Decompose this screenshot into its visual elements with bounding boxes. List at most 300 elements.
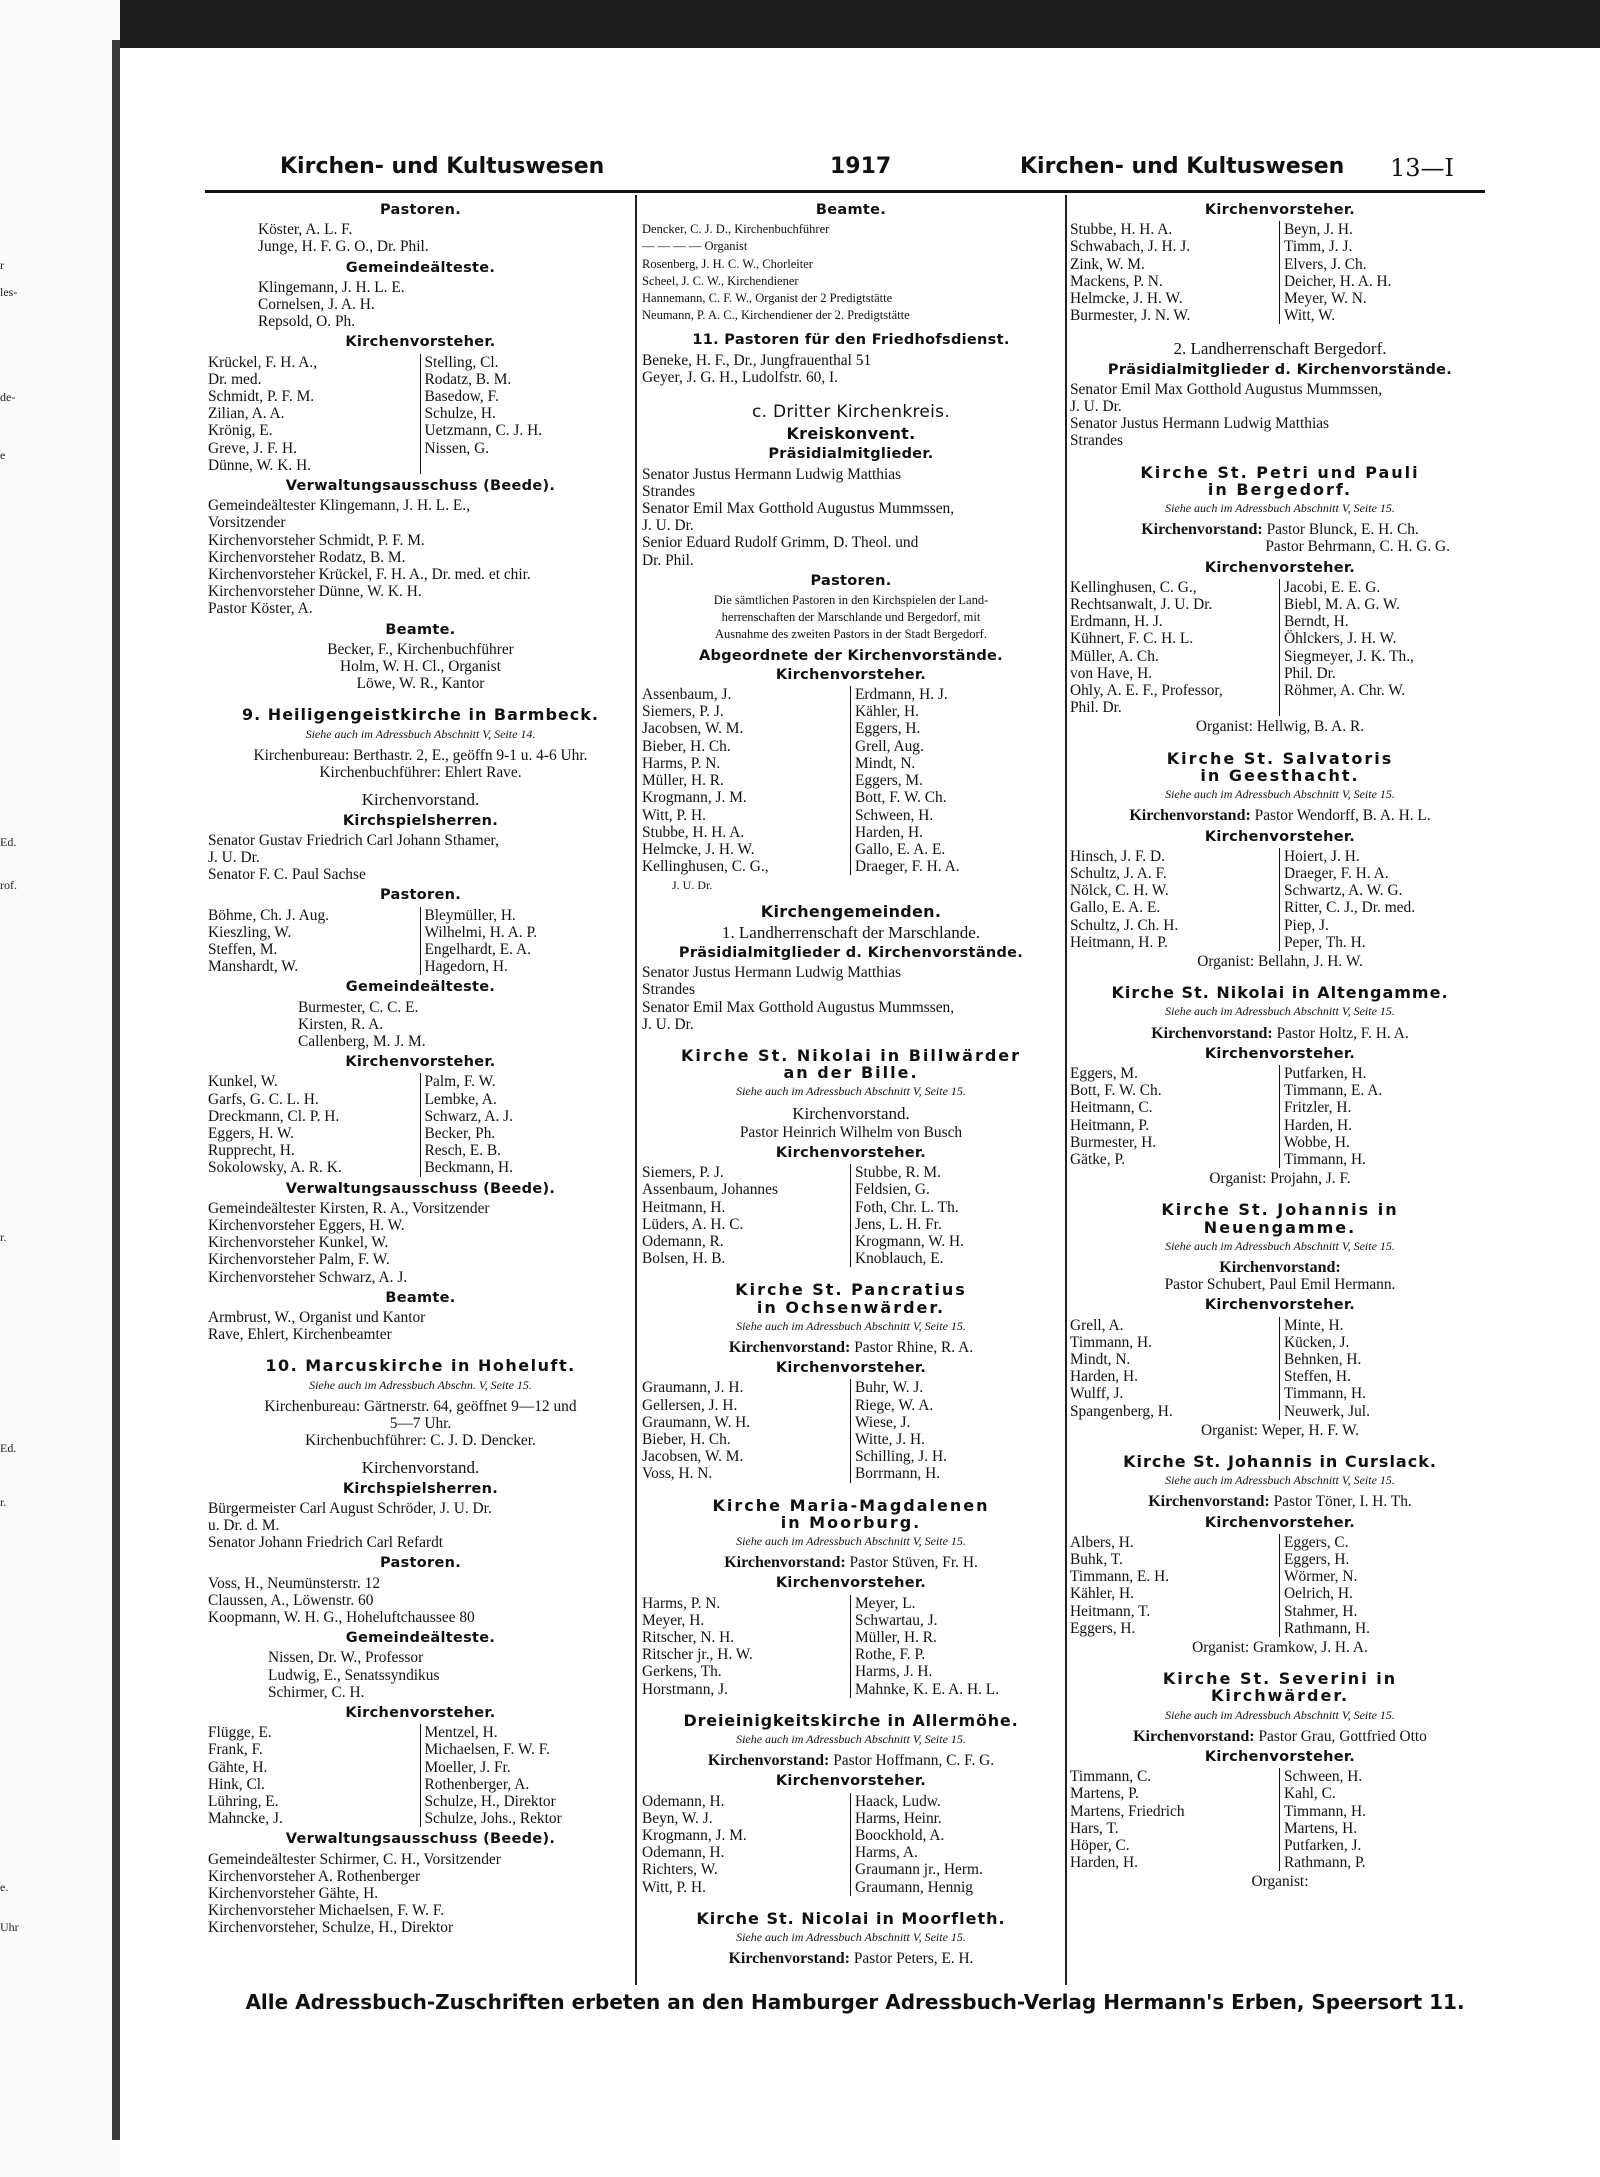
list-item: Hoiert, J. H. bbox=[1284, 847, 1360, 865]
list-item: Siemers, P. J. bbox=[642, 1164, 851, 1181]
board-label: Kirchenvorstand: bbox=[1133, 1727, 1255, 1745]
list-item: Kunkel, W. bbox=[208, 1073, 421, 1090]
list-item: Deicher, H. A. H. bbox=[1284, 272, 1392, 290]
list-item: Strandes bbox=[1070, 432, 1124, 450]
list-item: herrenschaften der Marschlande und Bergedorf, mit bbox=[721, 610, 981, 625]
list-item: Dr. med. bbox=[208, 371, 421, 388]
list-item: Bott, F. W. Ch. bbox=[855, 789, 947, 807]
list-item: Voss, H. N. bbox=[642, 1465, 851, 1482]
list-item: Hinsch, J. F. D. bbox=[1070, 848, 1280, 865]
list-item: Engelhardt, E. A. bbox=[424, 940, 531, 958]
list-item: Witt, P. H. bbox=[642, 807, 851, 824]
list-item: Dencker, C. J. D., Kirchenbuchführer bbox=[642, 222, 830, 237]
list-item: Stahmer, H. bbox=[1284, 1602, 1358, 1620]
list-item: Peper, Th. H. bbox=[1284, 933, 1366, 951]
list-item: Biebl, M. A. G. W. bbox=[1284, 596, 1400, 614]
list-item: Gallo, E. A. E. bbox=[855, 840, 946, 858]
list-item: Kirchenvorsteher Schwarz, A. J. bbox=[208, 1268, 408, 1286]
column-1 bbox=[208, 198, 633, 1937]
list-item: Witte, J. H. bbox=[855, 1431, 925, 1448]
list-item: Putfarken, J. bbox=[1284, 1837, 1362, 1855]
section-heading: Kreiskonvent. bbox=[786, 424, 916, 444]
cross-reference-note: Siehe auch im Adressbuch Abschnitt V, Seite 15. bbox=[736, 1318, 966, 1333]
section-heading: Kirchenvorsteher. bbox=[1204, 1297, 1356, 1314]
church-heading: 9. Heiligengeistkirche in Barmbeck. bbox=[242, 705, 599, 725]
list-item: Horstmann, J. bbox=[642, 1681, 851, 1698]
list-item: Hink, Cl. bbox=[208, 1776, 421, 1793]
section-heading: Gemeindeälteste. bbox=[345, 979, 496, 996]
list-item: Erdmann, H. J. bbox=[855, 686, 948, 704]
cross-reference-note: Siehe auch im Adressbuch Abschnitt V, Seite 14. bbox=[305, 726, 536, 741]
section-heading: 11. Pastoren für den Friedhofsdienst. bbox=[692, 332, 1010, 349]
list-item: Boockhold, A. bbox=[855, 1827, 945, 1845]
cross-reference-note: Siehe auch im Adressbuch Abschnitt V, Seite 15. bbox=[1165, 1707, 1395, 1722]
board-label: Kirchenvorstand: bbox=[728, 1338, 851, 1356]
pastor-line: Pastor Hoffmann, C. F. G. bbox=[833, 1752, 995, 1770]
list-item: Harms, A. bbox=[855, 1844, 918, 1862]
list-item: Timmann, C. bbox=[1070, 1768, 1280, 1785]
list-item: Timmann, E. H. bbox=[1070, 1568, 1280, 1585]
running-header bbox=[200, 148, 1490, 188]
list-item: Schirmer, C. H. bbox=[268, 1683, 365, 1701]
pastor-line: Pastor Holtz, F. H. A. bbox=[1276, 1024, 1409, 1042]
list-item: Krogmann, W. H. bbox=[855, 1232, 965, 1250]
list-item: Kähler, H. bbox=[855, 703, 919, 721]
list-item: Haack, Ludw. bbox=[855, 1792, 941, 1810]
header-rule bbox=[205, 190, 1485, 193]
list-item: Senator Justus Hermann Ludwig Matthias bbox=[1070, 415, 1330, 433]
scan-top-border bbox=[0, 0, 1600, 48]
list-item: Ludwig, E., Senatssyndikus bbox=[268, 1666, 440, 1684]
list-item: Becker, F., Kirchenbuchführer bbox=[327, 640, 514, 658]
section-heading: Kirchenvorsteher. bbox=[775, 1773, 927, 1790]
list-item: Draeger, F. H. A. bbox=[1284, 864, 1389, 882]
list-item: Erdmann, H. J. bbox=[1070, 613, 1280, 630]
list-item: Meyer, L. bbox=[855, 1594, 916, 1612]
list bbox=[642, 964, 1060, 1033]
margin-fragment: les- bbox=[0, 285, 18, 299]
list-item: Eggers, C. bbox=[1284, 1533, 1349, 1551]
list-item: Phil. Dr. bbox=[1284, 664, 1336, 682]
list-item: Bürgermeister Carl August Schröder, J. U. Dr. bbox=[208, 1499, 492, 1517]
list-item: Siemers, P. J. bbox=[642, 703, 851, 720]
section-heading: Pastoren. bbox=[379, 1555, 462, 1572]
list-item: Hannemann, C. F. W., Organist der 2 Predigtstätte bbox=[642, 291, 893, 306]
margin-fragment: rof. bbox=[0, 878, 17, 892]
list-item: Schultz, J. A. F. bbox=[1070, 865, 1280, 882]
list bbox=[208, 1200, 633, 1286]
list-item: Kirchenvorsteher Krückel, F. H. A., Dr. med. et chir. bbox=[208, 566, 531, 584]
column-divider bbox=[1065, 195, 1067, 1985]
list-item: Kirchenvorsteher Kunkel, W. bbox=[208, 1234, 389, 1252]
two-column-list bbox=[208, 354, 633, 474]
list-item: Timmann, H. bbox=[1284, 1150, 1366, 1168]
list-item: Dr. Phil. bbox=[642, 551, 694, 569]
list-item: Dünne, W. K. H. bbox=[208, 457, 421, 474]
list-item: Ritscher jr., H. W. bbox=[642, 1646, 851, 1663]
pastor-line: Pastor Heinrich Wilhelm von Busch bbox=[739, 1123, 963, 1141]
list-item: Elvers, J. Ch. bbox=[1284, 255, 1367, 273]
left-page-fragment bbox=[0, 0, 120, 2177]
list-item: Scheel, J. C. W., Kirchendiener bbox=[642, 273, 799, 288]
list-item: Bieber, H. Ch. bbox=[642, 738, 851, 755]
cross-reference-note: Siehe auch im Adressbuch Abschnitt V, Seite 15. bbox=[736, 1732, 966, 1747]
list bbox=[208, 1398, 633, 1450]
pastor-line: Pastor Behrmann, C. H. G. G. bbox=[1265, 538, 1450, 556]
list-item: Böhme, Ch. J. Aug. bbox=[208, 907, 421, 924]
organist-line: Organist: Gramkow, J. H. A. bbox=[1192, 1639, 1368, 1657]
church-heading: 10. Marcuskirche in Hoheluft. bbox=[265, 1356, 576, 1376]
section-heading: Präsidialmitglieder d. Kirchenvorstände. bbox=[1107, 361, 1453, 378]
list-item: Frank, F. bbox=[208, 1741, 421, 1758]
section-heading: Kirchenvorsteher. bbox=[1204, 828, 1356, 845]
list-item: Gätke, P. bbox=[1070, 1151, 1280, 1168]
list-item: Rodatz, B. M. bbox=[424, 370, 512, 388]
margin-fragment: r bbox=[0, 258, 4, 272]
list-item: Eggers, H. bbox=[855, 720, 921, 738]
list-item: Berndt, H. bbox=[1284, 613, 1349, 631]
list bbox=[642, 592, 1060, 644]
list-item: Mahnke, K. E. A. H. L. bbox=[855, 1680, 1000, 1698]
list-item: Witt, W. bbox=[1284, 307, 1336, 325]
list-item: Neuwerk, Jul. bbox=[1284, 1402, 1370, 1420]
header-left-title: Kirchen- und Kultuswesen bbox=[280, 154, 605, 179]
margin-fragment: r. bbox=[0, 1495, 7, 1509]
list-item: Heitmann, C. bbox=[1070, 1099, 1280, 1116]
list-item: Vorsitzender bbox=[208, 514, 286, 532]
book-spine bbox=[112, 40, 120, 2140]
list-item: Kirchenvorsteher Eggers, H. W. bbox=[208, 1216, 405, 1234]
list-item: Feldsien, G. bbox=[855, 1181, 930, 1199]
list-item: Gerkens, Th. bbox=[642, 1663, 851, 1680]
subsection-heading: Kirchenvorstand. bbox=[792, 1103, 910, 1123]
list-item: Minte, H. bbox=[1284, 1316, 1344, 1334]
subsection-heading: 2. Landherrenschaft Bergedorf. bbox=[1173, 339, 1387, 359]
list bbox=[208, 1851, 633, 1937]
list-item: Odemann, H. bbox=[642, 1793, 851, 1810]
list-item: Krogmann, J. M. bbox=[642, 1827, 851, 1844]
list-item: Schwartau, J. bbox=[855, 1611, 938, 1629]
list-item: Spangenberg, H. bbox=[1070, 1403, 1280, 1420]
list-item: Richters, W. bbox=[642, 1861, 851, 1878]
cross-reference-note: Siehe auch im Adressbuch Abschnitt V, Seite 15. bbox=[1165, 1004, 1395, 1019]
list-item: Assenbaum, J. bbox=[642, 686, 851, 703]
list-item: Grell, Aug. bbox=[855, 737, 924, 755]
list-item: Foth, Chr. L. Th. bbox=[855, 1198, 959, 1216]
section-heading: Verwaltungsausschuss (Beede). bbox=[285, 478, 556, 495]
church-heading: in Bergedorf. bbox=[1207, 479, 1353, 499]
list-item: Bleymüller, H. bbox=[424, 906, 516, 924]
two-column-list bbox=[208, 1724, 633, 1827]
list-item: Senator Johann Friedrich Carl Refardt bbox=[208, 1534, 444, 1552]
page-number: 13—I bbox=[1390, 154, 1455, 182]
list-item: Graumann, J. H. bbox=[642, 1379, 851, 1396]
list-item: Hagedorn, H. bbox=[424, 958, 508, 976]
list-item: Junge, H. F. G. O., Dr. Phil. bbox=[258, 238, 429, 256]
list-item: Lühring, E. bbox=[208, 1793, 421, 1810]
church-heading: Kirche St. Nikolai in Altengamme. bbox=[1111, 983, 1449, 1003]
church-heading: Kirchwärder. bbox=[1210, 1686, 1350, 1706]
list-item: Timmann, H. bbox=[1070, 1334, 1280, 1351]
list bbox=[208, 1309, 633, 1343]
church-heading: Kirche Maria-Magdalenen bbox=[712, 1495, 990, 1515]
section-heading: Pastoren. bbox=[379, 202, 462, 218]
list-item: Odemann, H. bbox=[642, 1844, 851, 1861]
list-item: Palm, F. W. bbox=[424, 1073, 496, 1091]
list-item: Timm, J. J. bbox=[1284, 238, 1353, 256]
margin-fragment: r. bbox=[0, 1230, 7, 1244]
list-item: Müller, H. R. bbox=[855, 1629, 937, 1647]
list-item: Phil. Dr. bbox=[1070, 699, 1280, 716]
list-item: Kirchenvorsteher Palm, F. W. bbox=[208, 1251, 390, 1269]
section-heading: Verwaltungsausschuss (Beede). bbox=[285, 1180, 556, 1197]
list-item: Oelrich, H. bbox=[1284, 1585, 1353, 1603]
list-item: Löwe, W. R., Kantor bbox=[356, 675, 485, 693]
list-item: Harden, H. bbox=[1070, 1854, 1280, 1871]
list-item: Assenbaum, Johannes bbox=[642, 1181, 851, 1198]
organist-line: Organist: Hellwig, B. A. R. bbox=[1195, 718, 1365, 736]
church-heading: Kirche St. Johannis in bbox=[1161, 1200, 1399, 1220]
list-item: Kirsten, R. A. bbox=[298, 1015, 384, 1033]
list-item: Beyn, W. J. bbox=[642, 1810, 851, 1827]
section-heading: Präsidialmitglieder. bbox=[768, 446, 934, 463]
church-heading: Dreieinigkeitskirche in Allermöhe. bbox=[683, 1710, 1019, 1730]
pastor-line: Pastor Wendorff, B. A. H. L. bbox=[1254, 807, 1431, 825]
list-item: Graumann, W. H. bbox=[642, 1414, 851, 1431]
list-item: Harden, H. bbox=[855, 823, 923, 841]
list-item: Kirchenvorsteher Rodatz, B. M. bbox=[208, 548, 406, 566]
church-heading: in Ochsenwärder. bbox=[756, 1297, 946, 1317]
list-item: Schulze, H. bbox=[424, 405, 496, 423]
list-item: Stubbe, H. H. A. bbox=[642, 824, 851, 841]
list bbox=[208, 1575, 633, 1627]
list-item: Rechtsanwalt, J. U. Dr. bbox=[1070, 596, 1280, 613]
list-item: Rothenberger, A. bbox=[424, 1775, 530, 1793]
list-item: Moeller, J. Fr. bbox=[424, 1758, 511, 1776]
two-column-list bbox=[1070, 1317, 1490, 1420]
header-year: 1917 bbox=[830, 154, 892, 179]
list-item: Harden, H. bbox=[1070, 1368, 1280, 1385]
cross-reference-note: Siehe auch im Adressbuch Abschn. V, Seite 15. bbox=[309, 1377, 532, 1392]
list-item: Claussen, A., Löwenstr. 60 bbox=[208, 1591, 374, 1609]
list-item: Nissen, G. bbox=[424, 439, 490, 457]
section-heading: Kirchengemeinden. bbox=[760, 901, 942, 921]
list-item: Müller, A. Ch. bbox=[1070, 648, 1280, 665]
list-item: Martens, Friedrich bbox=[1070, 1803, 1280, 1820]
board-label: Kirchenvorstand: bbox=[1148, 1493, 1270, 1511]
section-heading: Pastoren. bbox=[379, 887, 462, 904]
list-item: Timmann, E. A. bbox=[1284, 1082, 1383, 1100]
church-heading: Kirche St. Nicolai in Moorfleth. bbox=[696, 1908, 1006, 1928]
list-item: Gallo, E. A. E. bbox=[1070, 899, 1280, 916]
list-item: Meyer, W. N. bbox=[1284, 290, 1367, 308]
list-item: Krogmann, J. M. bbox=[642, 789, 851, 806]
list bbox=[208, 832, 633, 884]
list-item: Eggers, H. W. bbox=[208, 1125, 421, 1142]
column-2 bbox=[642, 198, 1060, 1967]
section-heading: Verwaltungsausschuss (Beede). bbox=[285, 1831, 556, 1848]
board-label: Kirchenvorstand: bbox=[1141, 521, 1263, 539]
list-item: Basedow, F. bbox=[424, 388, 499, 406]
list-item: Uetzmann, C. J. H. bbox=[424, 422, 543, 440]
list-item: Mentzel, H. bbox=[424, 1724, 498, 1742]
list-item: Kahl, C. bbox=[1284, 1785, 1336, 1803]
section-heading: Präsidialmitglieder d. Kirchenvorstände. bbox=[678, 944, 1024, 961]
list-item: Rave, Ehlert, Kirchenbeamter bbox=[208, 1326, 392, 1344]
margin-fragment: de- bbox=[0, 390, 16, 404]
pastor-line: Pastor Grau, Gottfried Otto bbox=[1258, 1727, 1427, 1745]
list-item: Krönig, E. bbox=[208, 422, 421, 439]
section-heading: Kirchenvorsteher. bbox=[345, 1705, 496, 1722]
section-heading: Gemeindeälteste. bbox=[345, 1630, 496, 1647]
list-item: Piep, J. bbox=[1284, 916, 1329, 934]
list-item: Krückel, F. H. A., bbox=[208, 354, 421, 371]
list-item: Schwartz, A. W. G. bbox=[1284, 882, 1403, 900]
list-item: Ausnahme des zweiten Pastors in der Stadt Bergedorf. bbox=[715, 627, 987, 642]
list-item: Beckmann, H. bbox=[424, 1159, 513, 1177]
list-item: Dreckmann, Cl. P. H. bbox=[208, 1108, 421, 1125]
two-column-list bbox=[642, 1595, 1060, 1698]
list-item: Harms, Heinr. bbox=[855, 1809, 942, 1827]
section-heading: Kirchenvorsteher. bbox=[345, 334, 496, 351]
section-heading: Gemeindeälteste. bbox=[345, 259, 496, 276]
list-item: Strandes bbox=[642, 981, 696, 999]
list-item: — — — — Organist bbox=[642, 239, 748, 254]
list-item: Graumann jr., Herm. bbox=[855, 1861, 983, 1879]
pastor-line: Pastor Peters, E. H. bbox=[853, 1950, 974, 1968]
church-heading: Kirche St. Nikolai in Billwärder bbox=[680, 1045, 1022, 1065]
list-item: Gemeindeältester Kirsten, R. A., Vorsitzender bbox=[208, 1199, 490, 1217]
list-item: Gähte, H. bbox=[208, 1759, 421, 1776]
two-column-list bbox=[642, 1164, 1060, 1267]
list-item: Beyn, J. H. bbox=[1284, 221, 1353, 239]
list-item: Timmann, H. bbox=[1284, 1385, 1366, 1403]
church-heading: Kirche St. Johannis in Curslack. bbox=[1123, 1452, 1437, 1471]
list-item: J. U. Dr. bbox=[672, 878, 713, 893]
two-column-list bbox=[1070, 848, 1490, 951]
list-item: Stelling, Cl. bbox=[424, 353, 499, 371]
list-item: Garfs, G. C. L. H. bbox=[208, 1091, 421, 1108]
cross-reference-note: Siehe auch im Adressbuch Abschnitt V, Seite 15. bbox=[736, 1930, 966, 1945]
two-column-list bbox=[1070, 221, 1490, 324]
list-item: J. U. Dr. bbox=[208, 848, 260, 866]
list-item: Jens, L. H. Fr. bbox=[855, 1215, 942, 1233]
list-item: Nissen, Dr. W., Professor bbox=[268, 1649, 424, 1667]
church-heading: in Moorburg. bbox=[780, 1512, 922, 1532]
list-item: Eggers, M. bbox=[1070, 1065, 1280, 1082]
list-item: Rathmann, H. bbox=[1284, 1619, 1370, 1637]
list-item: Bolsen, H. B. bbox=[642, 1250, 851, 1267]
list-item: Kirchenvorsteher, Schulze, H., Direktor bbox=[208, 1919, 454, 1937]
list-item: J. U. Dr. bbox=[642, 517, 694, 535]
list-item: Gemeindeältester Schirmer, C. H., Vorsitzender bbox=[208, 1850, 501, 1868]
list-item: Repsold, O. Ph. bbox=[258, 313, 356, 331]
list-item: Harms, P. N. bbox=[642, 1595, 851, 1612]
margin-fragment: Uhr bbox=[0, 1920, 19, 1934]
list-item: Nölck, C. H. W. bbox=[1070, 882, 1280, 899]
church-heading: in Geesthacht. bbox=[1200, 765, 1360, 785]
section-heading: Kirchenvorsteher. bbox=[1204, 202, 1356, 218]
list bbox=[1070, 381, 1490, 450]
board-label: Kirchenvorstand: bbox=[707, 1752, 830, 1770]
list-item: Draeger, F. H. A. bbox=[855, 858, 960, 876]
list-item: Heitmann, P. bbox=[1070, 1117, 1280, 1134]
list-item: Höper, C. bbox=[1070, 1837, 1280, 1854]
list-item: Wiese, J. bbox=[855, 1413, 911, 1431]
subsection-heading: Kirchenvorstand. bbox=[361, 790, 480, 810]
two-column-list bbox=[208, 1073, 633, 1176]
section-heading: Beamte. bbox=[385, 621, 456, 638]
list-item: Senator Gustav Friedrich Carl Johann Sthamer, bbox=[208, 831, 499, 849]
two-column-list bbox=[1070, 1768, 1490, 1871]
margin-fragment: Ed. bbox=[0, 1441, 17, 1455]
list-item: Schween, H. bbox=[855, 806, 934, 824]
list-item bbox=[1280, 699, 1490, 716]
list-item: Kirchenvorsteher Dünne, W. K. H. bbox=[208, 583, 422, 601]
section-heading: Kirchenvorsteher. bbox=[775, 1575, 927, 1592]
list-item: Meyer, H. bbox=[642, 1612, 851, 1629]
section-heading: c. Dritter Kirchenkreis. bbox=[751, 402, 951, 423]
cross-reference-note: Siehe auch im Adressbuch Abschnitt V, Seite 15. bbox=[1165, 501, 1395, 516]
list-item: Wobbe, H. bbox=[1284, 1133, 1350, 1151]
list-item: Fritzler, H. bbox=[1284, 1099, 1352, 1117]
list-item: Grell, A. bbox=[1070, 1317, 1280, 1334]
board-label: Kirchenvorstand: bbox=[1219, 1258, 1341, 1276]
pastor-line: Pastor Stüven, Fr. H. bbox=[849, 1554, 978, 1572]
section-heading: Beamte. bbox=[385, 1289, 456, 1306]
list-item: Riege, W. A. bbox=[855, 1396, 934, 1414]
list-item: Kirchenbuchführer: Ehlert Rave. bbox=[319, 764, 522, 782]
list-item: Schultz, J. Ch. H. bbox=[1070, 917, 1280, 934]
section-heading: Kirchenvorsteher. bbox=[1204, 1514, 1356, 1531]
list-item: Ritscher, N. H. bbox=[642, 1629, 851, 1646]
list-item: Stubbe, R. M. bbox=[855, 1164, 941, 1182]
list-item: Manshardt, W. bbox=[208, 958, 421, 975]
cross-reference-note: Siehe auch im Adressbuch Abschnitt V, Seite 15. bbox=[1165, 1473, 1395, 1488]
list bbox=[208, 497, 633, 617]
list-item: Graumann, Hennig bbox=[855, 1878, 973, 1896]
list-item: Die sämtlichen Pastoren in den Kirchspielen der Land- bbox=[713, 593, 989, 608]
church-heading: Kirche St. Petri und Pauli bbox=[1140, 462, 1420, 482]
list-item: Hars, T. bbox=[1070, 1820, 1280, 1837]
list-item: Becker, Ph. bbox=[424, 1124, 496, 1142]
list-item: Borrmann, H. bbox=[855, 1465, 941, 1483]
list-item: Siegmeyer, J. K. Th., bbox=[1284, 647, 1414, 665]
board-label: Kirchenvorstand: bbox=[1151, 1024, 1273, 1042]
subsection-heading: Kirchenvorstand. bbox=[361, 1458, 480, 1478]
list-item: Schulze, H., Direktor bbox=[424, 1793, 556, 1811]
list-item: Burmester, J. N. W. bbox=[1070, 307, 1280, 324]
list-item: Wulff, J. bbox=[1070, 1385, 1280, 1402]
list-item: Senator F. C. Paul Sachse bbox=[208, 866, 366, 884]
list-item: Heitmann, H. bbox=[642, 1199, 851, 1216]
list bbox=[208, 1500, 633, 1552]
list-item: Ritter, C. J., Dr. med. bbox=[1284, 899, 1416, 917]
list bbox=[208, 221, 633, 255]
list-item: Behnken, H. bbox=[1284, 1350, 1362, 1368]
list-item: Zilian, A. A. bbox=[208, 405, 421, 422]
list bbox=[208, 747, 633, 781]
church-heading: Kirche St. Salvatoris bbox=[1166, 748, 1394, 768]
board-label: Kirchenvorstand: bbox=[1129, 807, 1251, 825]
section-heading: Kirchenvorsteher. bbox=[1204, 1749, 1356, 1766]
column-divider bbox=[635, 195, 637, 1985]
list-item: Michaelsen, F. W. F. bbox=[424, 1741, 550, 1759]
list-item: Müller, H. R. bbox=[642, 772, 851, 789]
list bbox=[642, 352, 1060, 386]
list-item: Strandes bbox=[642, 482, 696, 500]
column-3 bbox=[1070, 198, 1490, 1891]
